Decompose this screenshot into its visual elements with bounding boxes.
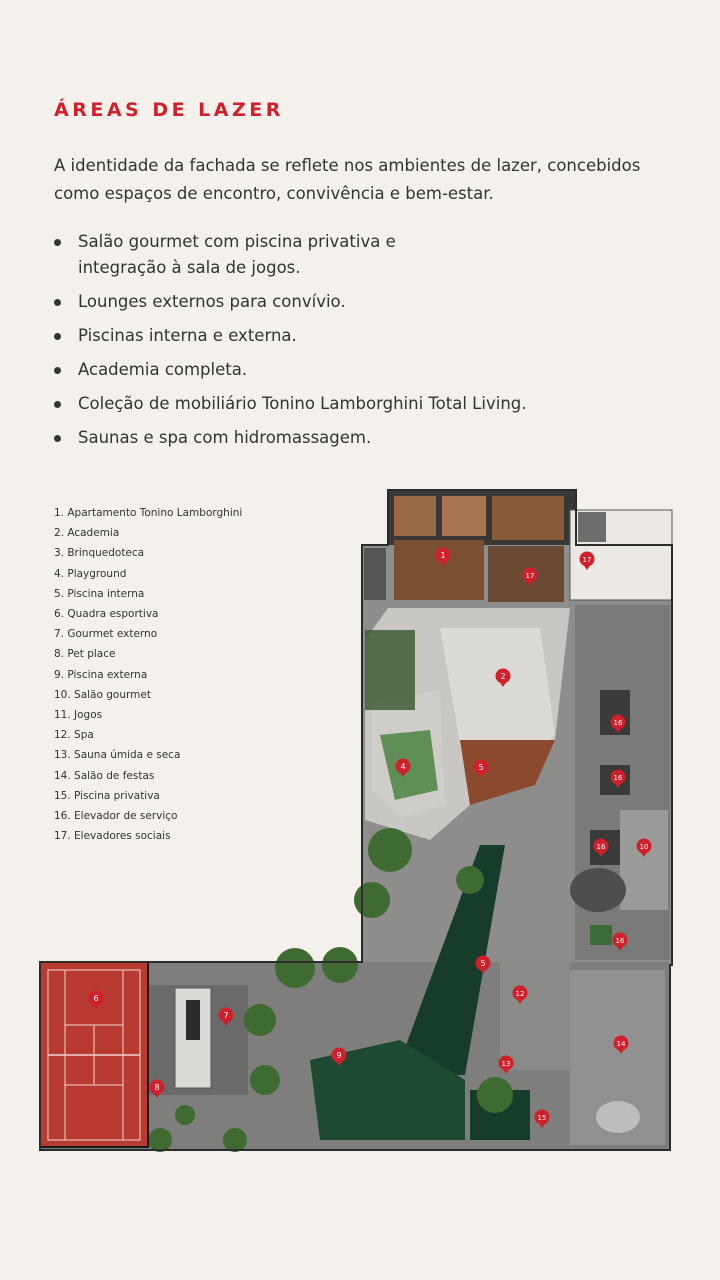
feature-item: Academia completa. <box>54 357 654 383</box>
map-pin-label: 16 <box>613 774 623 782</box>
legend-item: 10. Salão gourmet <box>54 688 151 701</box>
legend-item: 5. Piscina interna <box>54 587 145 600</box>
feature-item: Salão gourmet com piscina privativa e integração à sala de jogos. <box>54 229 478 281</box>
map-pin-label: 16 <box>596 843 606 851</box>
map-pin-label: 13 <box>501 1060 511 1068</box>
legend-item: 2. Academia <box>54 527 120 540</box>
map-pin-label: 5 <box>478 763 484 772</box>
legend-item: 8. Pet place <box>54 648 116 661</box>
map-pin-label: 6 <box>93 994 99 1003</box>
map-pin-label: 7 <box>223 1011 229 1020</box>
map-pin-label: 12 <box>515 990 525 998</box>
legend-item: 6. Quadra esportiva <box>54 608 159 621</box>
legend-item: 13. Sauna úmida e seca <box>54 749 181 762</box>
map-pin-label: 4 <box>400 762 406 771</box>
map-pin-label: 10 <box>639 843 649 851</box>
feature-item: Coleção de mobiliário Tonino Lamborghini Total Living. <box>54 391 654 417</box>
intro-text: A identidade da fachada se reflete nos ambientes de lazer, concebidos como espaços de encontro, convivência e bem-estar. <box>54 156 641 203</box>
legend-item: 17. Elevadores sociais <box>54 830 171 843</box>
map-pin-label: 14 <box>616 1040 626 1048</box>
map-pin-label: 9 <box>336 1051 342 1060</box>
legend-item: 15. Piscina privativa <box>54 789 160 802</box>
legend-item: 12. Spa <box>54 729 94 742</box>
feature-item: Lounges externos para convívio. <box>54 289 654 315</box>
legend-item: 11. Jogos <box>54 709 103 722</box>
map-pin-label: 2 <box>500 672 506 681</box>
feature-item: Saunas e spa com hidromassagem. <box>54 425 654 451</box>
map-pin-label: 16 <box>613 719 623 727</box>
map-pin-label: 17 <box>525 572 535 580</box>
legend-item: 7. Gourmet externo <box>54 628 158 641</box>
legend-item: 4. Playground <box>54 567 127 580</box>
tennis-court <box>40 962 148 1147</box>
legend-item: 3. Brinquedoteca <box>54 547 145 560</box>
map-pin-label: 17 <box>582 556 592 564</box>
map-pin-label: 1 <box>440 551 446 560</box>
legend-item: 16. Elevador de serviço <box>54 810 178 823</box>
legend-item: 1. Apartamento Tonino Lamborghini <box>54 507 243 519</box>
legend-item: 14. Salão de festas <box>54 769 155 782</box>
map-pin-label: 5 <box>480 959 486 968</box>
legend-item: 9. Piscina externa <box>54 668 148 681</box>
map-pin-label: 8 <box>154 1083 160 1092</box>
map-pin-label: 15 <box>537 1114 547 1122</box>
page-title: ÁREAS DE LAZER <box>54 99 284 121</box>
feature-item: Piscinas interna e externa. <box>54 323 654 349</box>
map-pin-label: 16 <box>615 937 625 945</box>
